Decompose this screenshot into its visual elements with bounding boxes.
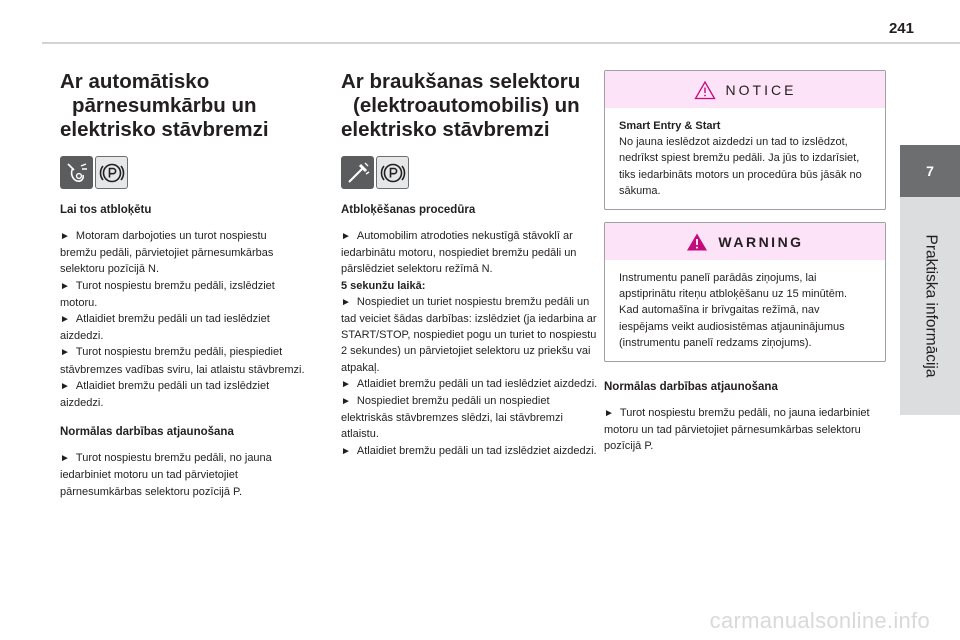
parking-brake-icon (376, 156, 409, 189)
chapter-title-container (900, 197, 960, 415)
column-drive-selector (341, 70, 603, 460)
chapter-title: Praktiska informācija (922, 234, 939, 378)
page-number: 241 (888, 20, 914, 37)
parking-brake-icon (95, 156, 128, 189)
warning-text-1: Instrumentu panelī parādās ziņojums, lai apstiprinātu riteņu atbloķēšanu uz 15 minūtēm. (619, 272, 848, 301)
notice-bold: Smart Entry & Start (619, 120, 721, 132)
icon-row (341, 156, 603, 189)
restore-subheading: Normālas darbības atjaunošana (60, 426, 234, 439)
unlock-procedure-subheading: Atbloķēšanas procedūra (341, 204, 476, 216)
chapter-tab[interactable] (900, 145, 960, 197)
time-limit-label: 5 sekunžu laikā: (341, 279, 426, 292)
section-heading: Ar braukšanas selektoru (elektroautomobilis) un elektrisko stāvbremzi (341, 70, 581, 141)
icon-row (60, 156, 305, 189)
warning-text-2: Kad automašīna ir brīvgaitas režīmā, nav iespējams veikt audiosistēmas atjauninājumus (instrumentu panelī redzams ziņojums). (619, 304, 845, 349)
notice-box (604, 70, 886, 210)
warning-title: WARNING (718, 233, 804, 250)
notice-warning-icon (694, 80, 716, 100)
column-notices (604, 70, 886, 455)
unlock-procedure-steps: ► Automobilim atrodoties nekustīgā stāvoklī ar iedarbinātu motoru, nospiediet bremžu pedāli un pārslēdziet selektoru režīmā N. 5 sekunžu laikā: ► Nospiediet un turiet nospiestu bremžu pedāli un tad veiciet šādas darbības: izslēdziet (ja iedarbina ar START/STOP, nospiediet pogu un turiet to nospiestu 2 sekundes) un pārvietojiet selektoru uz priekšu vai atpakaļ. ► Atlaidiet bremžu pedāli un tad ieslēdziet aizdedzi. ► Nospiediet bremžu pedāli un nospiediet elektriskās stāvbremzes slēdzi, lai stāvbremzi atlaistu. ► Atlaidiet bremžu pedāli un tad izslēdziet aizdedzi. (341, 230, 598, 457)
warning-header (605, 223, 885, 260)
watermark: carmanualsonline.info (709, 608, 930, 633)
unlock-subheading: Lai tos atbloķētu (60, 204, 152, 216)
restore-subheading: Normālas darbības atjaunošana (604, 381, 778, 394)
notice-title: NOTICE (725, 81, 797, 98)
notice-text: No jauna ieslēdzot aizdedzi un tad to izslēdzot, nedrīkst spiest bremžu pedāli. Ja jūs to izdarīsiet, tiks iedarbināts motors un procedūra būs jāsāk no sākuma. (619, 136, 862, 197)
notice-header (605, 71, 885, 108)
restore-step: ► Turot nospiestu bremžu pedāli, no jauna iedarbiniet motoru un tad pārvietojiet pārnesumkārbas selektoru pozīcijā P. (604, 407, 870, 453)
warning-box (604, 222, 886, 362)
notice-body (605, 108, 885, 209)
selector-icon (341, 156, 374, 189)
restore-step: ► Turot nospiestu bremžu pedāli, no jauna iedarbiniet motoru un tad pārvietojiet pārnesumkārbas selektoru pozīcijā P. (60, 452, 272, 498)
unlock-steps: ► Motoram darbojoties un turot nospiestu bremžu pedāli, pārvietojiet pārnesumkārbas selektoru pozīcijā N. ► Turot nospiestu bremžu pedāli, izslēdziet motoru. ► Atlaidiet bremžu pedāli un tad ieslēdziet aizdedzi. ► Turot nospiestu bremžu pedāli, piespiediet stāvbremzes vadības sviru, lai atlaistu stāvbremzi. ► Atlaidiet bremžu pedāli un tad izslēdziet aizdedzi. (60, 230, 305, 410)
column-automatic-gearbox (60, 70, 305, 500)
top-divider (42, 42, 960, 44)
warning-body (605, 260, 885, 361)
chapter-number: 7 (926, 163, 934, 179)
foot-brake-icon (60, 156, 93, 189)
section-heading: Ar automātisko pārnesumkārbu un elektrisko stāvbremzi (60, 70, 269, 141)
warning-icon (686, 232, 708, 252)
